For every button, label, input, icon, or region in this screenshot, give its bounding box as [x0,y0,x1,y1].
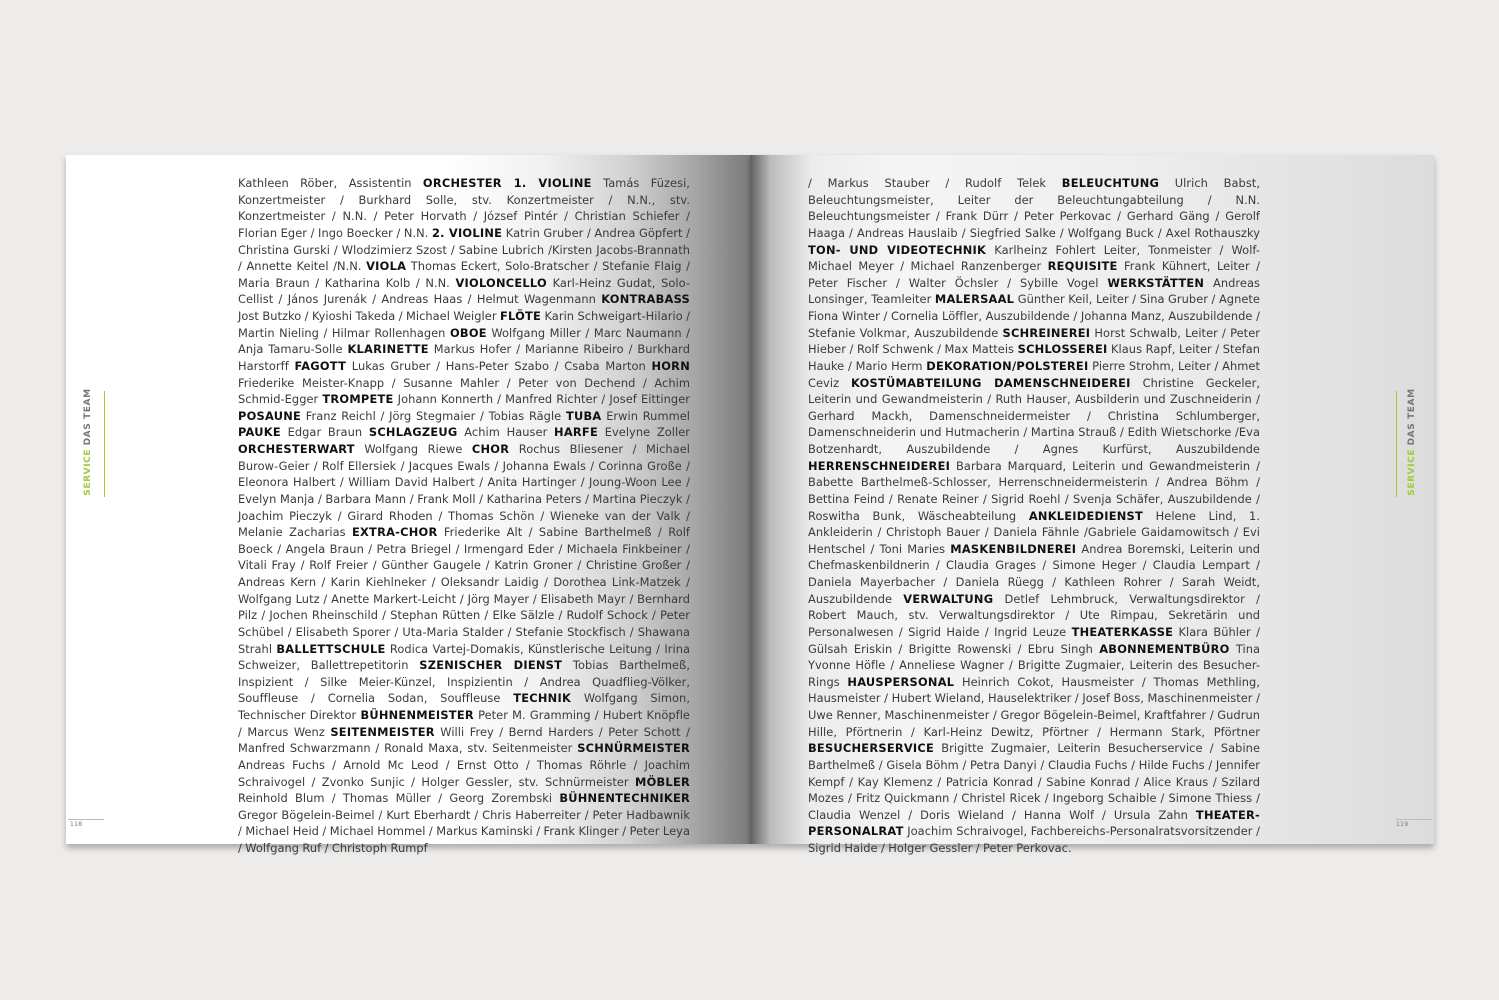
staff-names: Horst Schwalb, Leiter / Peter Hieber / Rolf Schwenk / Max Matteis [808,325,1260,357]
department-heading: TUBA [565,408,602,423]
staff-names: Günther Keil, Leiter / Sina Gruber / Agnete Fiona Winter / Cornelia Löffler, Auszubildende / Johanna Manz, Auszubildende / Stefanie Volkmar, Auszubildende [808,292,1260,340]
department-heading: VIOLA [366,259,407,274]
running-head-right [1400,387,1424,497]
running-head-left [76,387,100,497]
staff-names: Ulrich Babst, Beleuchtungsmeister, Leiter der Beleuchtungabteilung / N.N. Beleuchtungsmeister / Frank Dürr / Peter Perkovac / Gerhard Gäng / Gerolf Haaga / Andreas Hauslaib / Siegfried Salke / Wolfgang Buck / Axel Rothauszky [808,176,1260,240]
staff-names: Karl-Heinz Gudat, Solo-Cellist / János Jurenák / Andreas Haas / Helmut Wagenmann [238,275,690,307]
department-heading: ANKLEIDEDIENST [1028,508,1144,523]
running-head-subsection: DAS TEAM [83,388,93,446]
running-head-rule [104,391,105,497]
department-heading: CHOR [471,442,510,456]
department-heading: FLÖTE [499,309,542,323]
staff-names: Rodica Vartej-Domakis, Künstlerische Leitung / Irina Schweizer, Ballettrepetitorin [238,641,690,673]
staff-names: Christine Geckeler, Leiterin und Gewandmeisterin / Ruth Hauser, Ausbilderin und Zuschneiderin / Gerhard Mackh, Damenschneidermeister / Christina Schlumberger, Damenschneiderin und Hutmacherin / Martina Strauß / Edith Wietschorke /Eva Botzenhardt, Auszubildende / Agnes Kurfürst, Auszubildende [808,375,1260,456]
staff-names: Peter M. Gramming / Hubert Knöpfle / Marcus Wenz [238,708,690,739]
department-heading: HERRENSCHNEIDEREI [808,458,951,473]
department-heading: BESUCHERSERVICE [808,741,935,756]
department-heading: SCHLAGZEUG [368,425,458,440]
department-heading: MÖBLER [634,774,690,789]
staff-names: / Markus Stauber / Rudolf Telek [808,176,1062,190]
staff-names: Andrea Boremski, Leiterin und Chefmaskenbildnerin / Claudia Grages / Simone Heger / Claudia Lempart / Daniela Mayerbacher / Daniela Rüegg / Kathleen Rohrer / Sarah Weidt, Auszubildende [808,541,1261,606]
department-heading: BÜHNENTECHNIKER [559,791,690,806]
staff-names: Klaus Rapf, Leiter / Stefan Hauke / Mario Herm [808,342,1260,373]
department-heading: BELEUCHTUNG [1061,176,1160,190]
department-heading: THEATERKASSE [1071,624,1174,639]
department-heading: MASKENBILDNEREI [950,541,1077,556]
staff-names: Katrin Gruber / Andrea Göpfert / Christina Gurski / Wlodzimierz Szost / Sabine Lubrich /Kirsten Jacobs-Brannath / Annette Keitel /N.N. [238,225,690,274]
department-heading: MALERSAAL [934,292,1015,307]
page-number-left: 118 [70,821,83,828]
staff-names: Karlheinz Fohlert Leiter, Tonmeister / Wolf-Michael Meyer / Michael Ranzenberger [808,242,1261,274]
staff-names: Friederike Alt / Sabine Barthelmeß / Rolf Boeck / Angela Braun / Petra Briegel / Irmengard Eder / Michaela Finkbeiner / Vitali Fray / Rolf Freier / Günther Gaugele / Katrin Groner / Christine Großer / Andreas Kern / Karin Kiehlneker / Oleksandr Laidig / Dorothea Link-Matzek / Wolfgang Lutz / Anette Markert-Leicht / Jörg Mayer / Elisabeth Mayr / Bernhard Pilz / Jochen Rheinschild / Stephan Rütten / Elke Sälzle / Rudolf Schock / Peter Schübel / Elisabeth Sporer / Uta-Maria Stalder / Stefanie Stockfisch / Shawana Strahl [238,525,690,656]
department-heading: FAGOTT [294,358,347,373]
department-heading: ABONNEMENTBÜRO [1099,641,1230,656]
department-heading: OBOE [449,325,487,340]
folio-rule-right [1396,819,1432,820]
department-heading: BALLETTSCHULE [276,641,386,656]
staff-names: Thomas Eckert, Solo-Bratscher / Stefanie Flaig / Maria Braun / Katharina Kolb / N.N. [238,259,690,290]
staff-names: Willi Frey / Bernd Harders / Peter Schott / Manfred Schwarzmann / Ronald Maxa, stv. Seitenmeister [238,724,690,756]
staff-names: Helene Lind, 1. Ankleiderin / Christoph Bauer / Daniela Fähnle /Gabriele Gaidamowitsch / Evi Hentschel / Toni Maries [808,508,1260,556]
department-heading: SEITENMEISTER [330,724,435,739]
staff-names: Tobias Barthelmeß, Inspizient / Silke Meier-Künzel, Inspizientin / Andrea Quadflieg-Völker, Souffleuse / Cornelia Sodan, Souffleuse [238,658,690,706]
department-heading: SZENISCHER DIENST [419,658,563,673]
department-heading: REQUISITE [1047,259,1118,274]
staff-names: Barbara Marquard, Leiterin und Gewandmeisterin / Babette Barthelmeß-Schlosser, Herrenschneidermeisterin / Andrea Böhm / Bettina Feind / Renate Reiner / Sigrid Roehl / Svenja Schäfer, Auszubildende / Roswitha Bunk, Wäscheabteilung [808,458,1260,523]
staff-names: Jost Butzko / Kyioshi Takeda / Michael Weigler [238,309,500,323]
staff-names: Klara Bühler / Gülsah Eriskin / Brigitte Rowenski / Ebru Singh [808,624,1260,656]
staff-names: Joachim Schraivogel, Fachbereichs-Personalratsvorsitzender / Sigrid Haide / Holger Gessler / Peter Perkovac. [808,824,1260,855]
staff-names: Detlef Lehmbruck, Verwaltungsdirektor / Robert Mauch, stv. Verwaltungsdirektor / Ute Rimpau, Sekretärin und Personalwesen / Sigrid Haide / Ingrid Leuze [808,591,1261,639]
department-heading: SCHNÜRMEISTER [577,741,690,756]
department-heading: VIOLONCELLO [455,275,547,290]
staff-names: Tina Yvonne Höfle / Anneliese Wagner / Brigitte Zugmaier, Leiterin des Besucher-Rings [808,641,1260,689]
staff-names: Erwin Rummel [601,408,691,423]
department-heading: KLARINETTE [347,342,429,357]
right-page-text [808,175,1260,857]
department-heading: HARFE [554,425,598,440]
department-heading: BÜHNENMEISTER [360,708,474,722]
department-heading: ORCHESTERWART [238,442,355,456]
staff-names: Wolfgang Simon, Technischer Direktor [238,691,690,722]
running-head-rule [1396,391,1397,497]
staff-names: Kathleen Röber, Assistentin [238,176,423,190]
staff-names: Evelyne Zoller [597,425,690,440]
running-head-subsection: DAS TEAM [1407,388,1417,446]
staff-names: Frank Kühnert, Leiter / Peter Fischer / Walter Öchsler / Sybille Vogel [808,259,1260,290]
department-heading: THEATER-PERSONALRAT [808,807,1260,839]
running-head-section: SERVICE [83,448,93,496]
department-heading: EXTRA-CHOR [351,525,438,540]
staff-names: Wolfgang Riewe [354,442,472,456]
staff-names: Edgar Braun [280,425,369,440]
folio-rule-left [68,819,104,820]
department-heading: TECHNIK [513,691,572,706]
staff-names: Lukas Gruber / Hans-Peter Szabo / Csaba Marton [346,358,652,373]
staff-names: Wolfgang Miller / Marc Naumann / Anja Tamaru-Solle [238,325,691,357]
department-heading: HORN [651,358,690,373]
staff-names: Pierre Strohm, Leiter / Ahmet Ceviz [808,358,1261,390]
staff-names: Rochus Bliesener / Michael Burow-Geier / Rolf Ellersiek / Jacques Ewals / Johanna Ewals / Corinna Große / Eleonora Halbert / William David Halbert / Anita Hartinger / Joung-Woon Lee / Evelyn Manja / Barbara Mann / Frank Moll / Katharina Peters / Martina Pieczyk / Joachim Pieczyk / Girard Rhoden / Thomas Schön / Wieneke van der Valk / Melanie Zacharias [238,442,690,540]
book-spread [66,155,1434,855]
staff-names: Karin Schweigart-Hilario / Martin Nieling / Hilmar Rollenhagen [238,309,691,340]
staff-names: Achim Hauser [457,425,555,440]
department-heading: SCHREINEREI [1002,325,1091,340]
department-heading: DEKORATION/POLSTEREI [926,358,1089,373]
department-heading: PAUKE [238,425,281,440]
left-page-text [238,175,690,857]
right-page [750,155,1434,855]
department-heading: HAUSPERSONAL [847,674,955,689]
staff-names: Markus Hofer / Marianne Ribeiro / Burkhard Harstorff [238,342,690,373]
staff-names: Brigitte Zugmaier, Leiterin Besucherservice / Sabine Barthelmeß / Gisela Böhm / Petra Danyi / Claudia Fuchs / Hilde Fuchs / Jennifer Kempf / Kay Klemenz / Patricia Konrad / Sabine Konrad / Alice Kraus / Szilard Mozes / Fritz Quickmann / Christel Ricek / Ingeborg Schaible / Simone Thiess / Claudia Wenzel / Doris Wieland / Hanna Wolf / Ursula Zahn [808,741,1260,822]
staff-names: Reinhold Blum / Thomas Müller / Georg Zorembski [238,791,560,806]
page-number-right: 119 [1396,821,1409,828]
staff-names: Tamás Füzesi, Konzertmeister / Burkhard Solle, stv. Konzertmeister / N.N., stv. Konzertmeister / N.N. / Peter Horvath / József Pintér / Christian Schiefer / Florian Eger / Ingo Boecker / N.N. [238,176,690,240]
left-page [66,155,750,855]
department-heading: POSAUNE [238,408,302,423]
staff-names: Gregor Bögelein-Beimel / Kurt Eberhardt / Chris Haberreiter / Peter Hadbawnik / Michael Heid / Michael Hommel / Markus Kaminski / Frank Klinger / Peter Leya / Wolfgang Ruf / Christoph Rumpf [238,807,690,855]
department-heading: VERWALTUNG [903,591,994,606]
department-heading: TROMPETE [322,392,394,407]
department-heading: 2. VIOLINE [432,225,503,240]
staff-names: Heinrich Cokot, Hausmeister / Thomas Methling, Hausmeister / Hubert Wieland, Hauselektriker / Josef Boss, Maschinenmeister / Uwe Renner, Maschinenmeister / Gregor Bögelein-Beimel, Kraftfahrer / Gudrun Hille, Pförtnerin / Karl-Heinz Dewitz, Pförtner / Hermann Stark, Pförtner [808,674,1260,739]
running-head-section: SERVICE [1407,448,1417,496]
department-heading: KOSTÜMABTEILUNG DAMENSCHNEIDEREI [851,375,1131,390]
staff-names: Franz Reichl / Jörg Stegmaier / Tobias Rägle [301,408,566,423]
department-heading: KONTRABASS [601,292,690,307]
staff-names: Andreas Lonsinger, Teamleiter [808,275,1260,307]
department-heading: TON- UND VIDEOTECHNIK [808,242,987,257]
department-heading: WERKSTÄTTEN [1107,275,1205,290]
staff-names: Friederike Meister-Knapp / Susanne Mahler / Peter von Dechend / Achim Schmid-Egger [238,375,690,407]
staff-names: Andreas Fuchs / Arnold Mc Leod / Ernst Otto / Thomas Röhrle / Joachim Schraivogel / Zvonko Sunjic / Holger Gessler, stv. Schnürmeister [238,757,690,789]
department-heading: SCHLOSSEREI [1017,342,1108,357]
department-heading: ORCHESTER 1. VIOLINE [422,176,592,190]
staff-names: Johann Konnerth / Manfred Richter / Josef Eittinger [393,392,690,407]
